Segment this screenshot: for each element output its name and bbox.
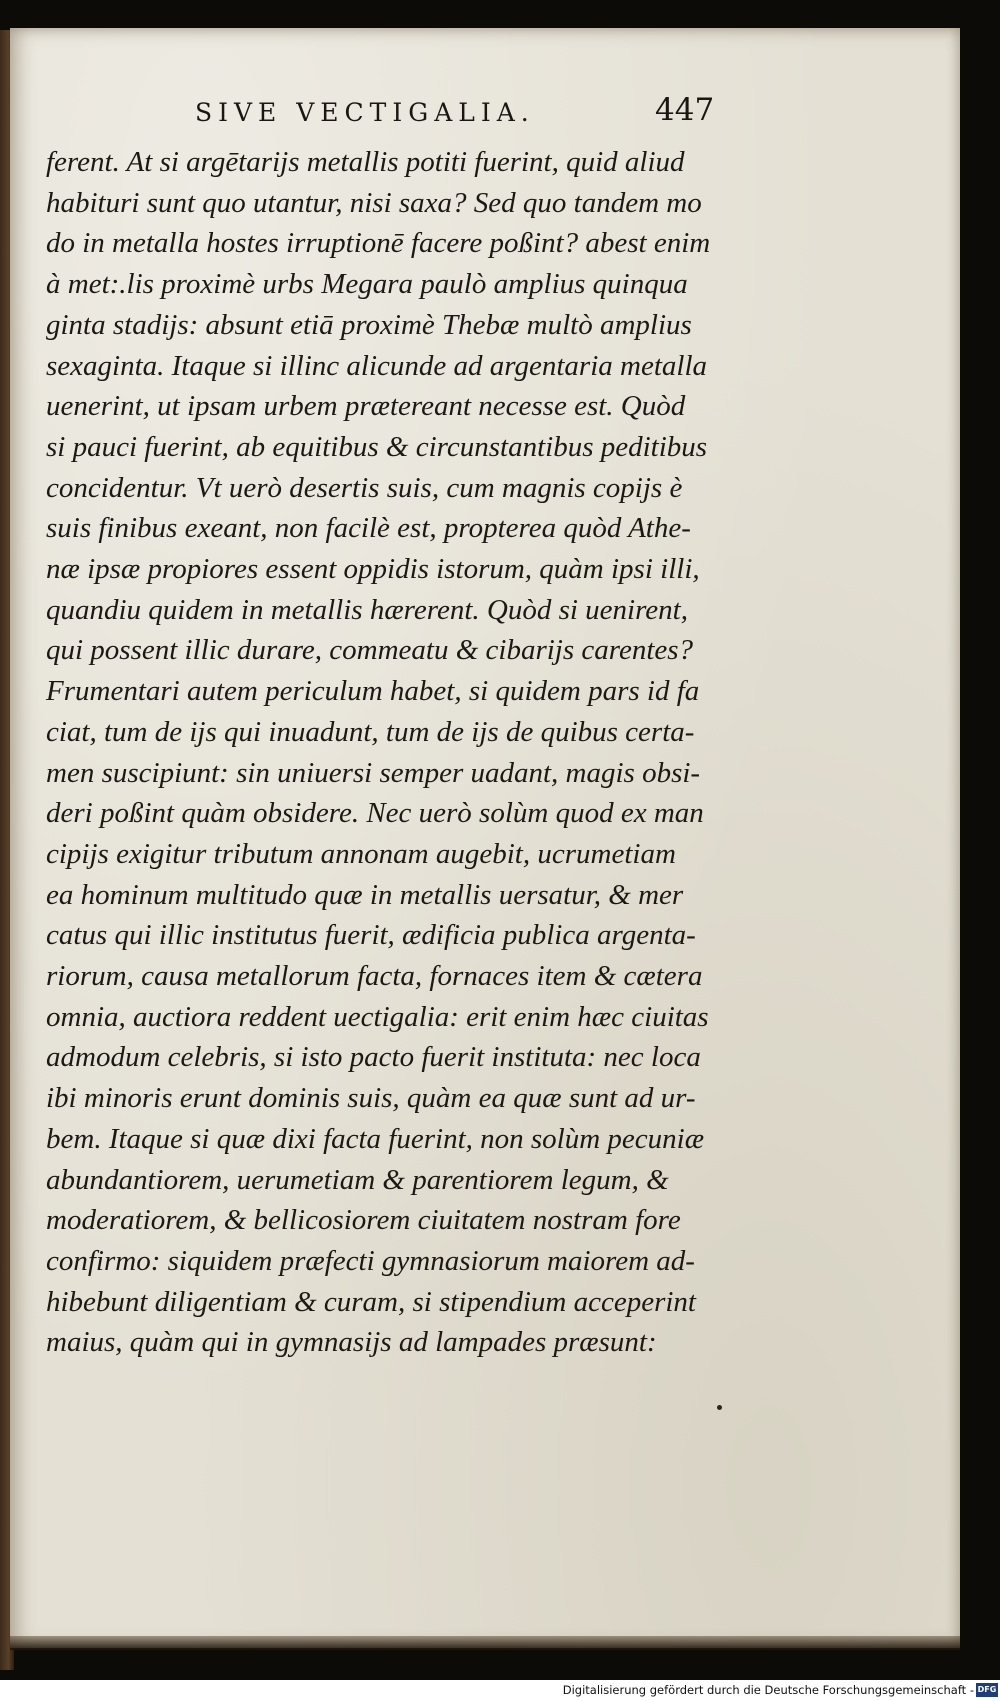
text-line: sexaginta. Itaque si illinc alicunde ad argentaria metalla — [46, 349, 707, 382]
dfg-logo: DFG — [976, 1683, 998, 1697]
text-line: à met:.lis proximè urbs Megara paulò amplius quinqua — [46, 268, 688, 301]
text-line: ginta stadijs: absunt etiā proximè Thebæ multò amplius — [46, 308, 692, 341]
text-line: næ ipsæ propiores essent oppidis istorum, quàm ipsi illi, — [46, 553, 700, 586]
digitization-credit: Digitalisierung gefördert durch die Deutsche Forschungsgemeinschaft - — [562, 1683, 974, 1697]
text-line: do in metalla hostes irruptionē facere poßint? abest enim — [46, 227, 711, 260]
text-line: catus qui illic institutus fuerit, ædificia publica argenta- — [46, 919, 696, 952]
text-line: admodum celebris, si isto pacto fuerit instituta: nec loca — [46, 1041, 701, 1074]
text-line: qui possent illic durare, commeatu & cibarijs carentes? — [46, 634, 694, 667]
text-line: Frumentari autem periculum habet, si quidem pars id fa — [46, 675, 700, 708]
text-line: deri poßint quàm obsidere. Nec uerò solùm quod ex man — [46, 797, 704, 830]
text-line: bem. Itaque si quæ dixi facta fuerint, non solùm pecuniæ — [46, 1122, 705, 1155]
text-line: ibi minoris erunt dominis suis, quàm ea quæ sunt ad ur- — [46, 1082, 696, 1115]
ink-speck — [717, 1405, 722, 1410]
text-line: abundantiorem, uerumetiam & parentiorem legum, & — [46, 1163, 669, 1196]
text-line: riorum, causa metallorum facta, fornaces item & cætera — [46, 960, 703, 993]
text-line: maius, quàm qui in gymnasijs ad lampades præsunt: — [46, 1326, 657, 1359]
text-line: si pauci fuerint, ab equitibus & circunstantibus peditibus — [46, 430, 708, 463]
text-line: confirmo: siquidem præfecti gymnasiorum maiorem ad- — [46, 1244, 695, 1277]
text-line: men suscipiunt: sin uniuersi semper uadant, magis obsi- — [46, 756, 701, 789]
body-text — [46, 142, 766, 1363]
text-line: cipijs exigitur tributum annonam augebit, ucrumetiam — [46, 837, 676, 870]
text-line: hibebunt diligentiam & curam, si stipendium acceperint — [46, 1285, 696, 1318]
text-line: quandiu quidem in metallis hærerent. Quòd si uenirent, — [46, 593, 688, 626]
page-number: 447 — [655, 92, 715, 128]
page-bottom-edge — [10, 1636, 960, 1650]
text-line: ferent. At si argētarijs metallis potiti fuerint, quid aliud — [46, 146, 685, 178]
running-title: SIVE VECTIGALIA. — [195, 98, 535, 127]
text-line: omnia, auctiora reddent uectigalia: erit enim hæc ciuitas — [46, 1000, 709, 1033]
text-line: suis finibus exeant, non facilè est, propterea quòd Athe- — [46, 512, 691, 545]
text-line: concidentur. Vt uerò desertis suis, cum magnis copijs è — [46, 471, 683, 504]
text-line: habituri sunt quo utantur, nisi saxa? Sed quo tandem mo — [46, 186, 702, 219]
text-line: uenerint, ut ipsam urbem prætereant necesse est. Quòd — [46, 390, 686, 423]
text-line: ea hominum multitudo quæ in metallis uersatur, & mer — [46, 878, 684, 911]
text-line: ciat, tum de ijs qui inuadunt, tum de ijs de quibus certa- — [46, 715, 695, 748]
text-line: moderatiorem, & bellicosiorem ciuitatem nostram fore — [46, 1204, 681, 1237]
